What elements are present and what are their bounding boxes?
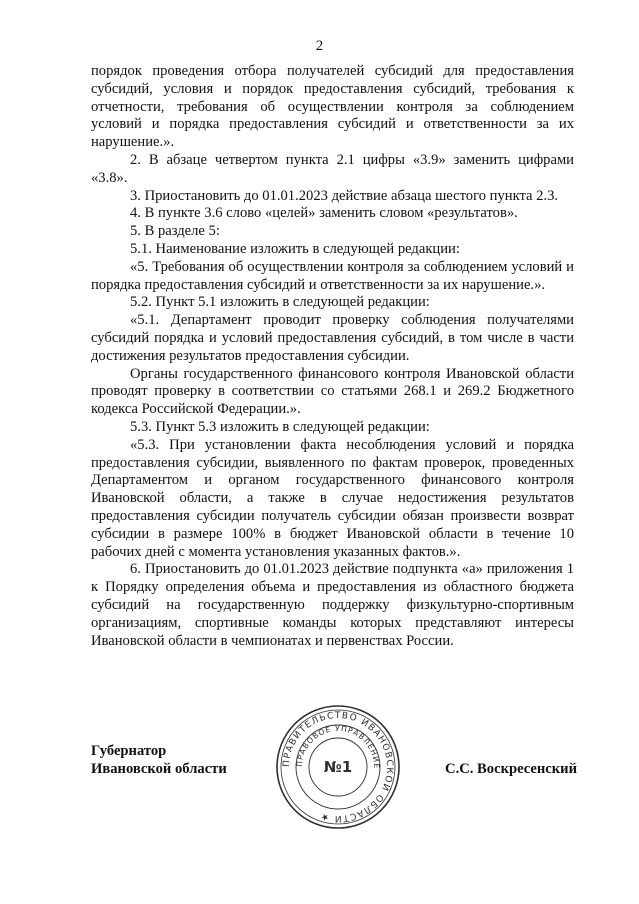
signature-title <box>91 742 227 778</box>
paragraph-item-6: 6. Приостановить до 01.01.2023 действие подпункта «а» приложения 1 к Порядку определения объема и предоставления из областного бюджета субсидий на государственную поддержку физкультурно-спортивным организациям, спортивные команды которых представляют интересы Ивановской области в чемпионатах и первенствах России. <box>91 561 574 649</box>
paragraph-quote-section-5: «5. Требования об осуществлении контроля за соблюдением условий и порядка предоставления субсидий и ответственности за их нарушение.». <box>91 258 574 293</box>
seal-ring-text: ПРАВИТЕЛЬСТВО ИВАНОВСКОЙ ОБЛАСТИ ★ <box>281 710 395 824</box>
paragraph-quote-5-1: «5.1. Департамент проводит проверку соблюдения получателями субсидий порядка и условий предоставления субсидий, в том числе в части достижения результатов предоставления субсидии. <box>91 312 574 364</box>
paragraph-control-bodies: Органы государственного финансового контроля Ивановской области проводят проверку в соответствии со статьями 268.1 и 269.2 Бюджетного кодекса Российской Федерации.». <box>91 365 574 418</box>
paragraph-item-5: 5. В разделе 5: <box>130 223 220 240</box>
document-body <box>91 63 574 650</box>
paragraph-item-3: 3. Приостановить до 01.01.2023 действие абзаца шестого пункта 2.3. <box>130 187 559 204</box>
signer-name: С.С. Воскресенский <box>445 761 577 777</box>
paragraph-item-5-2: 5.2. Пункт 5.1 изложить в следующей редакции: <box>130 294 430 311</box>
seal-inner-text: ПРАВОВОЕ УПРАВЛЕНИЕ <box>294 723 382 770</box>
paragraph-item-2: 2. В абзаце четвертом пункта 2.1 цифры «3.9» заменить цифрами «3.8». <box>91 151 574 186</box>
paragraph-quote-5-3: «5.3. При установлении факта несоблюдения условий и порядка предоставления субсидии, выявленного по фактам проверок, проведенных Департаментом и органом государственного финансового контроля Ивановской области, а также в случае недостижения результатов предоставления субсидии получатель субсидии обязан произвести возврат субсидии в размере 100% в бюджет Ивановской области в течение 10 рабочих дней с момента установления указанных фактов.». <box>91 436 574 560</box>
paragraph-item-4: 4. В пункте 3.6 слово «целей» заменить словом «результатов». <box>130 205 518 222</box>
signature-title-line1: Губернатор <box>91 743 167 759</box>
page-number: 2 <box>315 38 324 54</box>
paragraph-item-5-1: 5.1. Наименование изложить в следующей редакции: <box>130 240 460 257</box>
paragraph-item-5-3: 5.3. Пункт 5.3 изложить в следующей редакции: <box>130 418 430 435</box>
signature-title-line2: Ивановской области <box>91 761 227 777</box>
seal-number: №1 <box>323 758 353 776</box>
official-seal <box>275 704 401 830</box>
seal-icon <box>275 704 401 830</box>
paragraph-continuation: порядок проведения отбора получателей субсидий для предоставления субсидий, условия и порядок предоставления субсидий, требования к отчетности, требования об осуществлении контроля за соблюдением условий и порядка предоставления субсидий и ответственности за их нарушение.». <box>91 63 574 151</box>
